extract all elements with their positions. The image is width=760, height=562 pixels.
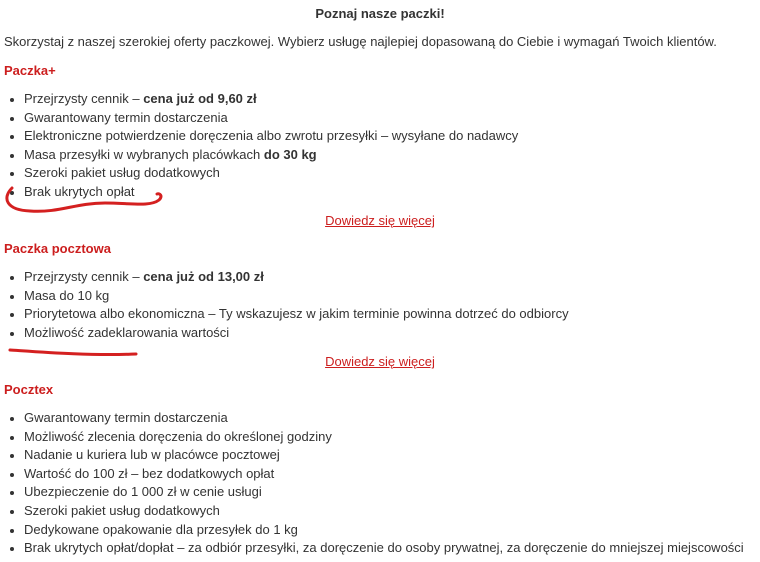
bullet-icon	[10, 454, 14, 458]
list-item-text: Nadanie u kuriera lub w placówce pocztowej	[24, 447, 280, 463]
list-item	[8, 446, 744, 465]
list-item-text: Możliwość zadeklarowania wartości	[24, 324, 230, 340]
bullet-icon	[10, 172, 14, 176]
list-item-text: Brak ukrytych opłat	[24, 183, 135, 199]
list-item	[8, 483, 744, 502]
list-item	[8, 502, 744, 521]
feature-list-paczka-pocztowa	[8, 268, 569, 342]
bullet-icon	[10, 473, 14, 477]
list-item-highlight: cena już od 13,00 zł	[143, 269, 264, 284]
list-item-text: Szeroki pakiet usług dodatkowych	[24, 502, 220, 518]
section-title-paczka-plus: Paczka+	[4, 63, 56, 78]
list-item-text: Masa do 10 kg	[24, 287, 110, 303]
list-item-text: Dedykowane opakowanie dla przesyłek do 1 kg	[24, 521, 298, 537]
list-item-text: Elektroniczne potwierdzenie doręczenia albo zwrotu przesyłki – wysyłane do nadawcy	[24, 128, 519, 144]
list-item-text: Masa przesyłki w wybranych placówkach	[24, 146, 264, 162]
list-item	[8, 183, 518, 202]
list-item-text: Możliwość zlecenia doręczenia do określonej godziny	[24, 428, 332, 444]
feature-list-pocztex	[8, 409, 744, 558]
list-item-highlight: do 30 kg	[263, 146, 317, 162]
list-item	[8, 521, 744, 540]
list-item	[8, 539, 744, 558]
bullet-icon	[10, 276, 14, 280]
list-item	[8, 287, 569, 306]
list-item	[8, 428, 744, 447]
list-item-highlight: cena już od 9,60 zł	[143, 91, 257, 106]
more-link-paczka-pocztowa[interactable]: Dowiedz się więcej	[325, 354, 435, 369]
list-item	[8, 164, 518, 183]
bullet-icon	[10, 417, 14, 421]
list-item-text: Priorytetowa albo ekonomiczna – Ty wskazujesz w jakim terminie powinna dotrzeć do odbiorcy	[24, 306, 569, 322]
bullet-icon	[10, 529, 14, 533]
list-item-text: Gwarantowany termin dostarczenia	[24, 109, 228, 125]
list-item-text: Wartość do 100 zł – bez dodatkowych opłat	[24, 465, 275, 481]
bullet-icon	[10, 135, 14, 139]
list-item	[8, 324, 569, 343]
list-item-text: Przejrzysty cennik –	[24, 269, 144, 284]
list-item	[8, 465, 744, 484]
list-item-text: Brak ukrytych opłat/dopłat – za odbiór przesyłki, za doręczenie do osoby prywatnej, za doręczenie do mniejszej miejscowości	[24, 540, 744, 556]
list-item	[8, 409, 744, 428]
section-title-paczka-pocztowa: Paczka pocztowa	[4, 241, 111, 256]
list-item	[8, 146, 518, 165]
list-item	[8, 305, 569, 324]
list-item-text: Szeroki pakiet usług dodatkowych	[24, 165, 220, 181]
bullet-icon	[10, 117, 14, 121]
list-item-text: Przejrzysty cennik –	[24, 91, 144, 106]
list-item-text: Ubezpieczenie do 1 000 zł w cenie usługi	[24, 484, 262, 500]
bullet-icon	[10, 191, 14, 195]
page-title: Poznaj nasze paczki!	[315, 6, 445, 21]
feature-list-paczka-plus	[8, 90, 518, 202]
list-item	[8, 109, 518, 128]
list-item	[8, 127, 518, 146]
more-link-wrapper	[0, 213, 760, 228]
bullet-icon	[10, 295, 14, 299]
section-title-pocztex: Pocztex	[4, 382, 54, 397]
list-item	[8, 268, 569, 287]
bullet-icon	[10, 98, 14, 102]
bullet-icon	[10, 510, 14, 514]
more-link-paczka-plus[interactable]: Dowiedz się więcej	[325, 213, 435, 228]
bullet-icon	[10, 313, 14, 317]
bullet-icon	[10, 491, 14, 495]
bullet-icon	[10, 332, 14, 336]
more-link-wrapper	[0, 354, 760, 369]
bullet-icon	[10, 436, 14, 440]
bullet-icon	[10, 154, 14, 158]
bullet-icon	[10, 547, 14, 551]
list-item	[8, 90, 518, 109]
intro-text: Skorzystaj z naszej szerokiej oferty paczkowej. Wybierz usługę najlepiej dopasowaną do Ciebie i wymagań Twoich klientów.	[4, 34, 717, 49]
list-item-text: Gwarantowany termin dostarczenia	[24, 410, 228, 425]
